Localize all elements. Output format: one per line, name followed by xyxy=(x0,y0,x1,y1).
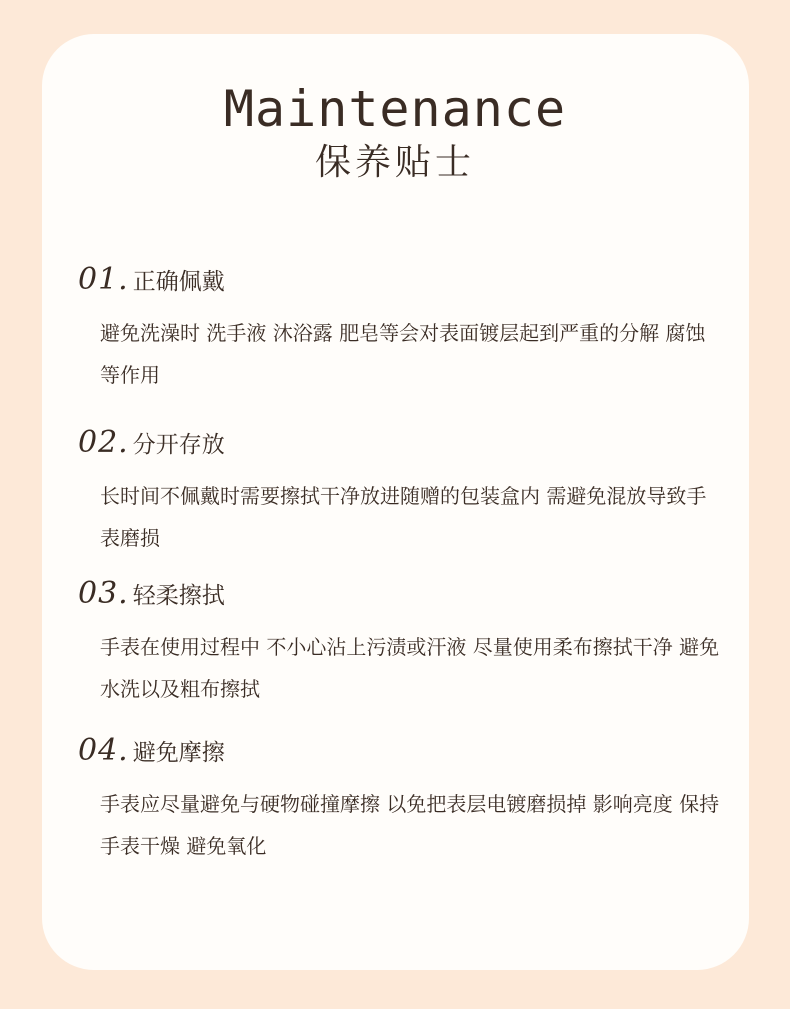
section-storage xyxy=(78,425,728,559)
section-heading xyxy=(78,262,728,302)
section-number: 02. xyxy=(78,425,129,460)
section-number: 03. xyxy=(78,576,129,611)
section-heading xyxy=(78,576,728,616)
section-title: 避免摩擦 xyxy=(132,740,225,766)
section-body: 手表在使用过程中 不小心沾上污渍或汗液 尽量使用柔布擦拭干净 避免水洗以及粗布擦拭 xyxy=(100,635,720,701)
section-title: 正确佩戴 xyxy=(132,269,225,295)
section-body: 长时间不佩戴时需要擦拭干净放进随赠的包装盒内 需避免混放导致手表磨损 xyxy=(100,484,707,550)
section-heading xyxy=(78,733,728,773)
section-heading xyxy=(78,425,728,465)
section-friction xyxy=(78,733,728,867)
section-body: 避免洗澡时 洗手液 沐浴露 肥皂等会对表面镀层起到严重的分解 腐蚀等作用 xyxy=(100,321,706,387)
section-title: 分开存放 xyxy=(132,432,225,458)
section-title: 轻柔擦拭 xyxy=(132,583,225,609)
section-body: 手表应尽量避免与硬物碰撞摩擦 以免把表层电镀磨损掉 影响亮度 保持手表干燥 避免氧化 xyxy=(100,792,720,858)
section-number: 01. xyxy=(78,262,129,297)
section-wiping xyxy=(78,576,728,710)
section-wear xyxy=(78,262,728,396)
title-chinese: 保养贴士 xyxy=(314,142,475,183)
section-number: 04. xyxy=(78,733,129,768)
title-english: Maintenance xyxy=(223,80,567,138)
